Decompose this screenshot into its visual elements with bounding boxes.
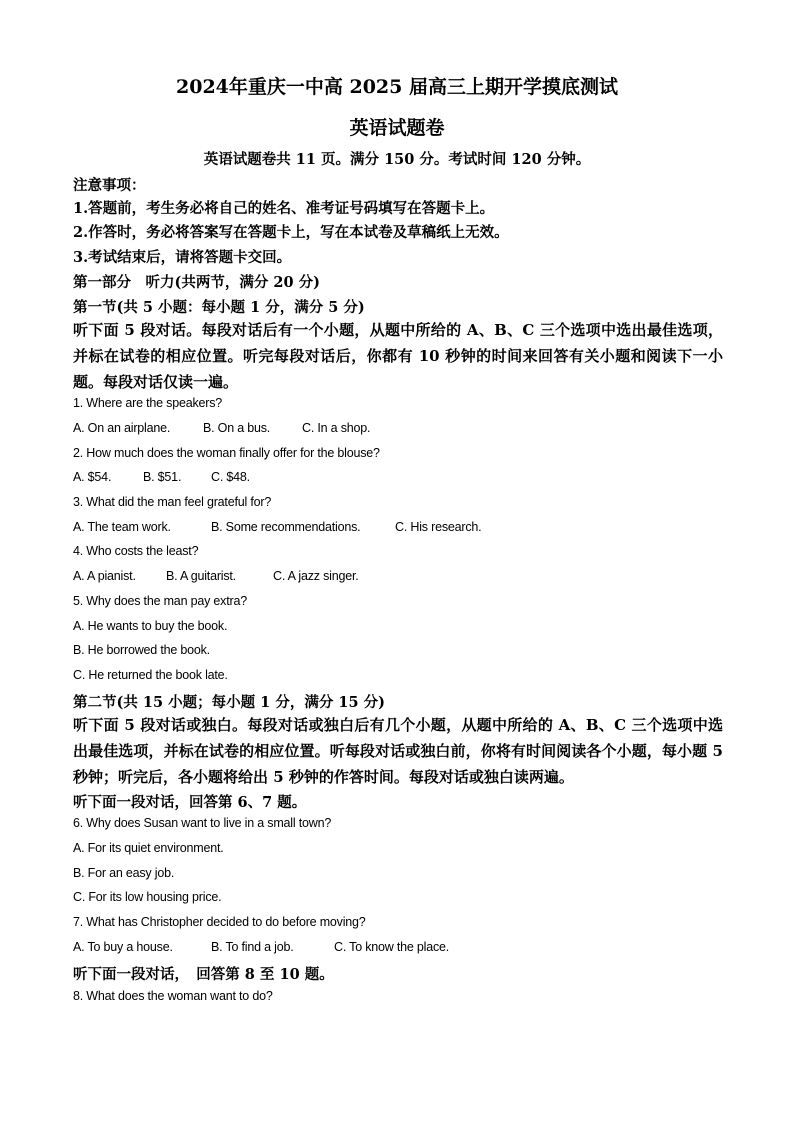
question-text: 6. Why does Susan want to live in a small town? (73, 816, 332, 830)
option-a: A. The team work. (73, 520, 171, 534)
option-b: B. He borrowed the book. (73, 643, 210, 657)
option-c: C. His research. (395, 520, 482, 534)
option-b: B. Some recommendations. (211, 520, 361, 534)
question-text: 7. What has Christopher decided to do before moving? (73, 915, 366, 929)
option-c: C. A jazz singer. (273, 569, 359, 583)
question-text: 3. What did the man feel grateful for? (73, 495, 272, 509)
option-a: A. $54. (73, 470, 112, 484)
section-instructions: 听下面 5 段对话。每段对话后有一个小题，从题中所给的 A、B、C 三个选项中选出最佳选项，并标在试卷的相应位置。听完每段对话后，你都有 10 秒钟的时间来回答有关小题和阅读下一小题。每段对话仅读一遍。 (73, 321, 723, 391)
note-item: 1.答题前，考生务必将自己的姓名、准考证号码填写在答题卡上。 (73, 200, 495, 217)
dialogue-group-heading: 听下面一段对话，回答第 6、7 题。 (73, 794, 307, 811)
option-b: B. $51. (143, 470, 182, 484)
option-b: B. For an easy job. (73, 866, 175, 880)
question-text: 5. Why does the man pay extra? (73, 594, 247, 608)
note-item: 3.考试结束后，请将答题卡交回。 (73, 249, 292, 266)
question-text: 4. Who costs the least? (73, 544, 199, 558)
question-text: 1. Where are the speakers? (73, 396, 223, 410)
option-a: A. For its quiet environment. (73, 841, 224, 855)
dialogue-group-heading: 听下面一段对话， 回答第 8 至 10 题。 (73, 966, 334, 983)
section-instructions: 听下面 5 段对话或独白。每段对话或独白后有几个小题，从题中所给的 A、B、C 三个选项中选出最佳选项，并标在试卷的相应位置。听每段对话或独白前，你将有时间阅读各个小题，每小题 5 秒钟；听完后，各小题将给出 5 秒钟的作答时间。每段对话或独白读两遍。 (73, 716, 723, 786)
exam-info: 英语试题卷共 11 页。满分 150 分。考试时间 120 分钟。 (203, 151, 591, 168)
option-a: A. He wants to buy the book. (73, 619, 228, 633)
section-title: 第一节(共 5 小题：每小题 1 分，满分 5 分) (73, 299, 365, 316)
part-title: 第一部分 听力(共两节，满分 20 分) (73, 274, 320, 291)
option-b: B. To find a job. (211, 940, 294, 954)
note-item: 2.作答时，务必将答案写在答题卡上，写在本试卷及草稿纸上无效。 (73, 224, 509, 241)
option-c: C. To know the place. (334, 940, 450, 954)
option-c: C. In a shop. (302, 421, 371, 435)
question-text: 8. What does the woman want to do? (73, 989, 273, 1003)
option-b: B. A guitarist. (166, 569, 236, 583)
section-title: 第二节(共 15 小题；每小题 1 分，满分 15 分) (73, 694, 385, 711)
notes-heading: 注意事项： (73, 177, 146, 194)
option-c: C. For its low housing price. (73, 890, 222, 904)
exam-title: 2024年重庆一中高 2025 届高三上期开学摸底测试 (176, 76, 618, 98)
option-c: C. He returned the book late. (73, 668, 228, 682)
exam-subtitle: 英语试题卷 (349, 117, 445, 139)
option-a: A. A pianist. (73, 569, 136, 583)
option-a: A. On an airplane. (73, 421, 171, 435)
option-b: B. On a bus. (203, 421, 271, 435)
option-a: A. To buy a house. (73, 940, 173, 954)
option-c: C. $48. (211, 470, 250, 484)
question-text: 2. How much does the woman finally offer for the blouse? (73, 446, 380, 460)
